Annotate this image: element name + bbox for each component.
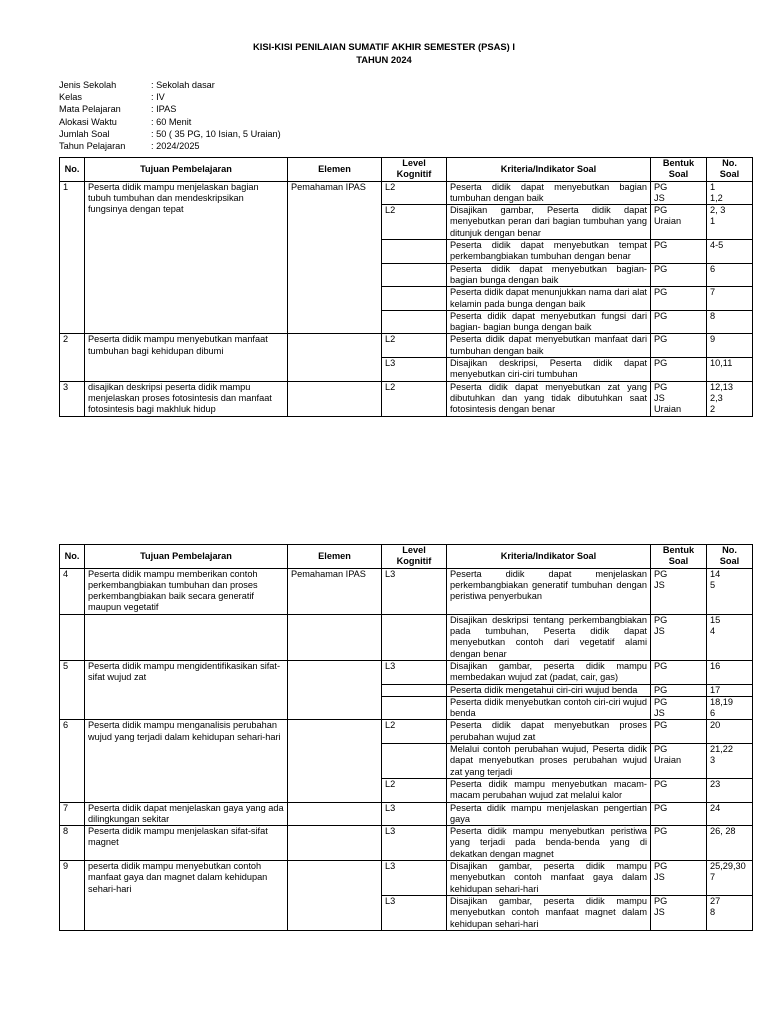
cell-kriteria: Peserta didik dapat menyebutkan manfaat dari tumbuhan dengan baik [447, 334, 651, 358]
cell-bentuk: PG [651, 358, 707, 382]
kisi-kisi-table-2 [59, 544, 753, 931]
cell-tujuan: Peserta didik mampu mengidentifikasikan sifat-sifat wujud zat [85, 660, 288, 719]
meta-row [59, 128, 281, 140]
table-row [60, 568, 753, 614]
cell-no: 2 [60, 334, 85, 381]
cell-nosoal: 24 [707, 802, 753, 826]
meta-row [59, 140, 281, 152]
table-row [60, 660, 753, 684]
cell-elemen: Pemahaman IPAS [288, 181, 382, 334]
meta-label: Mata Pelajaran [59, 104, 121, 115]
cell-nosoal: 25,29,30 7 [707, 861, 753, 896]
meta-row [59, 116, 281, 128]
document-title: KISI-KISI PENILAIAN SUMATIF AKHIR SEMESTER (PSAS) I [253, 41, 515, 52]
cell-level: L3 [382, 826, 447, 861]
cell-no: 6 [60, 720, 85, 802]
cell-elemen [288, 802, 382, 826]
table-row [60, 614, 753, 660]
header-kriteria: Kriteria/Indikator Soal [447, 545, 651, 569]
header-kriteria: Kriteria/Indikator Soal [447, 158, 651, 182]
cell-kriteria: Peserta didik mampu menyebutkan macam-macam perubahan wujud zat melalui kalor [447, 778, 651, 802]
meta-row [59, 91, 281, 103]
document-subtitle: TAHUN 2024 [356, 54, 412, 65]
meta-value: : 50 ( 35 PG, 10 Isian, 5 Uraian) [151, 128, 281, 139]
kisi-kisi-table-1 [59, 157, 753, 417]
cell-bentuk: PG [651, 778, 707, 802]
meta-value: : 2024/2025 [151, 141, 200, 152]
cell-nosoal: 21,22 3 [707, 744, 753, 779]
cell-level: L3 [382, 568, 447, 614]
cell-level [382, 696, 447, 720]
cell-nosoal: 27 8 [707, 895, 753, 930]
header-nosoal: No. Soal [707, 158, 753, 182]
cell-bentuk: PG [651, 240, 707, 264]
cell-level [382, 744, 447, 779]
cell-kriteria: Peserta didik dapat menyebutkan proses perubahan wujud zat [447, 720, 651, 744]
cell-level: L2 [382, 778, 447, 802]
cell-bentuk: PG JS [651, 895, 707, 930]
cell-elemen [288, 660, 382, 719]
table-row [60, 334, 753, 358]
cell-no: 5 [60, 660, 85, 719]
cell-nosoal: 20 [707, 720, 753, 744]
cell-level [382, 240, 447, 264]
cell-kriteria: Disajikan gambar, Peserta didik dapat menyebutkan peran dari bagian tumbuhan yang ditunjuk dengan benar [447, 205, 651, 240]
cell-bentuk: PG Uraian [651, 205, 707, 240]
table-header-row [60, 158, 753, 182]
meta-row [59, 79, 281, 91]
cell-tujuan: Peserta didik mampu menyebutkan manfaat tumbuhan bagi kehidupan dibumi [85, 334, 288, 381]
meta-label: Kelas [59, 92, 82, 103]
cell-no: 8 [60, 826, 85, 861]
cell-nosoal: 9 [707, 334, 753, 358]
cell-kriteria: Disajikan gambar, peserta didik mampu membedakan wujud zat (padat, cair, gas) [447, 660, 651, 684]
cell-tujuan: peserta didik mampu menyebutkan contoh manfaat gaya dan magnet dalam kehidupan sehari-hari [85, 861, 288, 931]
cell-nosoal: 7 [707, 287, 753, 311]
header-nosoal: No. Soal [707, 545, 753, 569]
cell-no: 4 [60, 568, 85, 614]
header-elemen: Elemen [288, 545, 382, 569]
cell-nosoal: 14 5 [707, 568, 753, 614]
cell-elemen [288, 381, 382, 416]
cell-nosoal: 8 [707, 310, 753, 334]
cell-kriteria: Peserta didik dapat menjelaskan perkembangbiakan generatif tumbuhan dengan peristiwa penyerbukan [447, 568, 651, 614]
cell-nosoal: 18,19 6 [707, 696, 753, 720]
meta-value: : IPAS [151, 104, 177, 115]
header-elemen: Elemen [288, 158, 382, 182]
cell-nosoal: 12,13 2,3 2 [707, 381, 753, 416]
cell-bentuk: PG [651, 684, 707, 696]
cell-bentuk: PG JS [651, 614, 707, 660]
cell-kriteria: Disajikan gambar, peserta didik mampu menyebutkan contoh manfaat gaya dalam kehidupan sehari-hari [447, 861, 651, 896]
cell-bentuk: PG [651, 334, 707, 358]
cell-level: L3 [382, 861, 447, 896]
cell-level [382, 263, 447, 287]
meta-label: Jumlah Soal [59, 128, 110, 139]
meta-label: Tahun Pelajaran [59, 141, 126, 152]
cell-tujuan: Peserta didik mampu memberikan contoh perkembangbiakan tumbuhan dan proses perkembangbiakan baik secara generatif maupun vegetatif [85, 568, 288, 614]
cell-kriteria: Peserta didik dapat menyebutkan tempat perkembangbiakan tumbuhan dengan benar [447, 240, 651, 264]
cell-nosoal: 15 4 [707, 614, 753, 660]
cell-bentuk: PG [651, 310, 707, 334]
cell-level: L2 [382, 334, 447, 358]
cell-kriteria: Disajikan gambar, peserta didik mampu menyebutkan contoh manfaat magnet dalam kehidupan sehari-hari [447, 895, 651, 930]
cell-level: L2 [382, 720, 447, 744]
cell-elemen [288, 334, 382, 381]
cell-level [382, 614, 447, 660]
cell-kriteria: Disajikan deskripsi, Peserta didik dapat menyebutkan ciri-ciri tumbuhan [447, 358, 651, 382]
header-level: Level Kognitif [382, 545, 447, 569]
cell-kriteria: Peserta didik mampu menyebutkan peristiwa yang terjadi pada benda-benda yang di dekatkan dengan magnet [447, 826, 651, 861]
cell-bentuk: PG [651, 826, 707, 861]
cell-kriteria: Peserta didik dapat menunjukkan nama dari alat kelamin pada bunga dengan baik [447, 287, 651, 311]
cell-level: L3 [382, 358, 447, 382]
cell-nosoal: 2, 3 1 [707, 205, 753, 240]
cell-bentuk: PG Uraian [651, 744, 707, 779]
cell-level: L2 [382, 381, 447, 416]
cell-bentuk: PG [651, 720, 707, 744]
header-no: No. [60, 158, 85, 182]
cell-nosoal: 10,11 [707, 358, 753, 382]
cell-kriteria: Peserta didik mampu menjelaskan pengertian gaya [447, 802, 651, 826]
cell-bentuk: PG JS [651, 696, 707, 720]
cell-level [382, 684, 447, 696]
document-meta [59, 79, 281, 152]
cell-tujuan: Peserta didik dapat menjelaskan gaya yang ada dilingkungan sekitar [85, 802, 288, 826]
meta-label: Alokasi Waktu [59, 116, 117, 127]
cell-kriteria: Disajikan deskripsi tentang perkembangbiakan pada tumbuhan, Peserta didik dapat menyebutkan contoh dari vegetatif alami dengan benar [447, 614, 651, 660]
meta-label: Jenis Sekolah [59, 80, 117, 90]
header-bentuk: Bentuk Soal [651, 545, 707, 569]
cell-kriteria: Melalui contoh perubahan wujud, Peserta didik dapat menyebutkan proses perubahan wujud zat yang terjadi [447, 744, 651, 779]
cell-bentuk: PG JS Uraian [651, 381, 707, 416]
cell-bentuk: PG [651, 802, 707, 826]
table-row [60, 802, 753, 826]
cell-nosoal: 26, 28 [707, 826, 753, 861]
cell-level: L3 [382, 802, 447, 826]
cell-elemen [288, 861, 382, 931]
cell-nosoal: 23 [707, 778, 753, 802]
header-no: No. [60, 545, 85, 569]
cell-kriteria: Peserta didik dapat menyebutkan fungsi dari bagian- bagian bunga dengan baik [447, 310, 651, 334]
cell-nosoal: 1 1,2 [707, 181, 753, 205]
table-header-row [60, 545, 753, 569]
cell-tujuan: Peserta didik mampu menjelaskan bagian tubuh tumbuhan dan mendeskripsikan fungsinya dengan tepat [85, 181, 288, 334]
cell-elemen [288, 826, 382, 861]
cell-nosoal: 6 [707, 263, 753, 287]
meta-value: : 60 Menit [151, 116, 192, 127]
header-bentuk: Bentuk Soal [651, 158, 707, 182]
cell-bentuk: PG JS [651, 568, 707, 614]
cell-elemen [288, 720, 382, 802]
cell-level [382, 310, 447, 334]
cell-bentuk: PG JS [651, 181, 707, 205]
cell-level: L2 [382, 205, 447, 240]
cell-elemen [288, 614, 382, 660]
meta-value: : Sekolah dasar [151, 80, 215, 90]
header-tujuan: Tujuan Pembelajaran [85, 158, 288, 182]
header-level: Level Kognitif [382, 158, 447, 182]
cell-tujuan: disajikan deskripsi peserta didik mampu menjelaskan proses fotosintesis dan manfaat fotosintesis bagi makhluk hidup [85, 381, 288, 416]
cell-level: L3 [382, 660, 447, 684]
cell-kriteria: Peserta didik dapat menyebutkan zat yang dibutuhkan dan yang tidak dibutuhkan saat fotosintesis dengan benar [447, 381, 651, 416]
cell-level: L3 [382, 895, 447, 930]
cell-level: L2 [382, 181, 447, 205]
cell-tujuan: Peserta didik mampu menjelaskan sifat-sifat magnet [85, 826, 288, 861]
cell-nosoal: 4-5 [707, 240, 753, 264]
table-row [60, 181, 753, 205]
cell-tujuan: Peserta didik mampu menganalisis perubahan wujud yang terjadi dalam kehidupan sehari-hari [85, 720, 288, 802]
meta-value: : IV [151, 92, 165, 103]
cell-nosoal: 16 [707, 660, 753, 684]
cell-kriteria: Peserta didik dapat menyebutkan bagian tumbuhan dengan baik [447, 181, 651, 205]
cell-nosoal: 17 [707, 684, 753, 696]
cell-tujuan [85, 614, 288, 660]
table-row [60, 826, 753, 861]
cell-no: 7 [60, 802, 85, 826]
cell-no: 1 [60, 181, 85, 334]
header-tujuan: Tujuan Pembelajaran [85, 545, 288, 569]
cell-bentuk: PG [651, 660, 707, 684]
meta-row [59, 103, 281, 115]
cell-kriteria: Peserta didik menyebutkan contoh ciri-ciri wujud benda [447, 696, 651, 720]
cell-level [382, 287, 447, 311]
table-row [60, 861, 753, 896]
cell-bentuk: PG JS [651, 861, 707, 896]
cell-bentuk: PG [651, 287, 707, 311]
cell-bentuk: PG [651, 263, 707, 287]
cell-kriteria: Peserta didik mengetahui ciri-ciri wujud benda [447, 684, 651, 696]
table-row [60, 381, 753, 416]
cell-no: 3 [60, 381, 85, 416]
cell-kriteria: Peserta didik dapat menyebutkan bagian-bagian bunga dengan baik [447, 263, 651, 287]
cell-elemen: Pemahaman IPAS [288, 568, 382, 614]
cell-no: 9 [60, 861, 85, 931]
table-row [60, 720, 753, 744]
cell-no [60, 614, 85, 660]
